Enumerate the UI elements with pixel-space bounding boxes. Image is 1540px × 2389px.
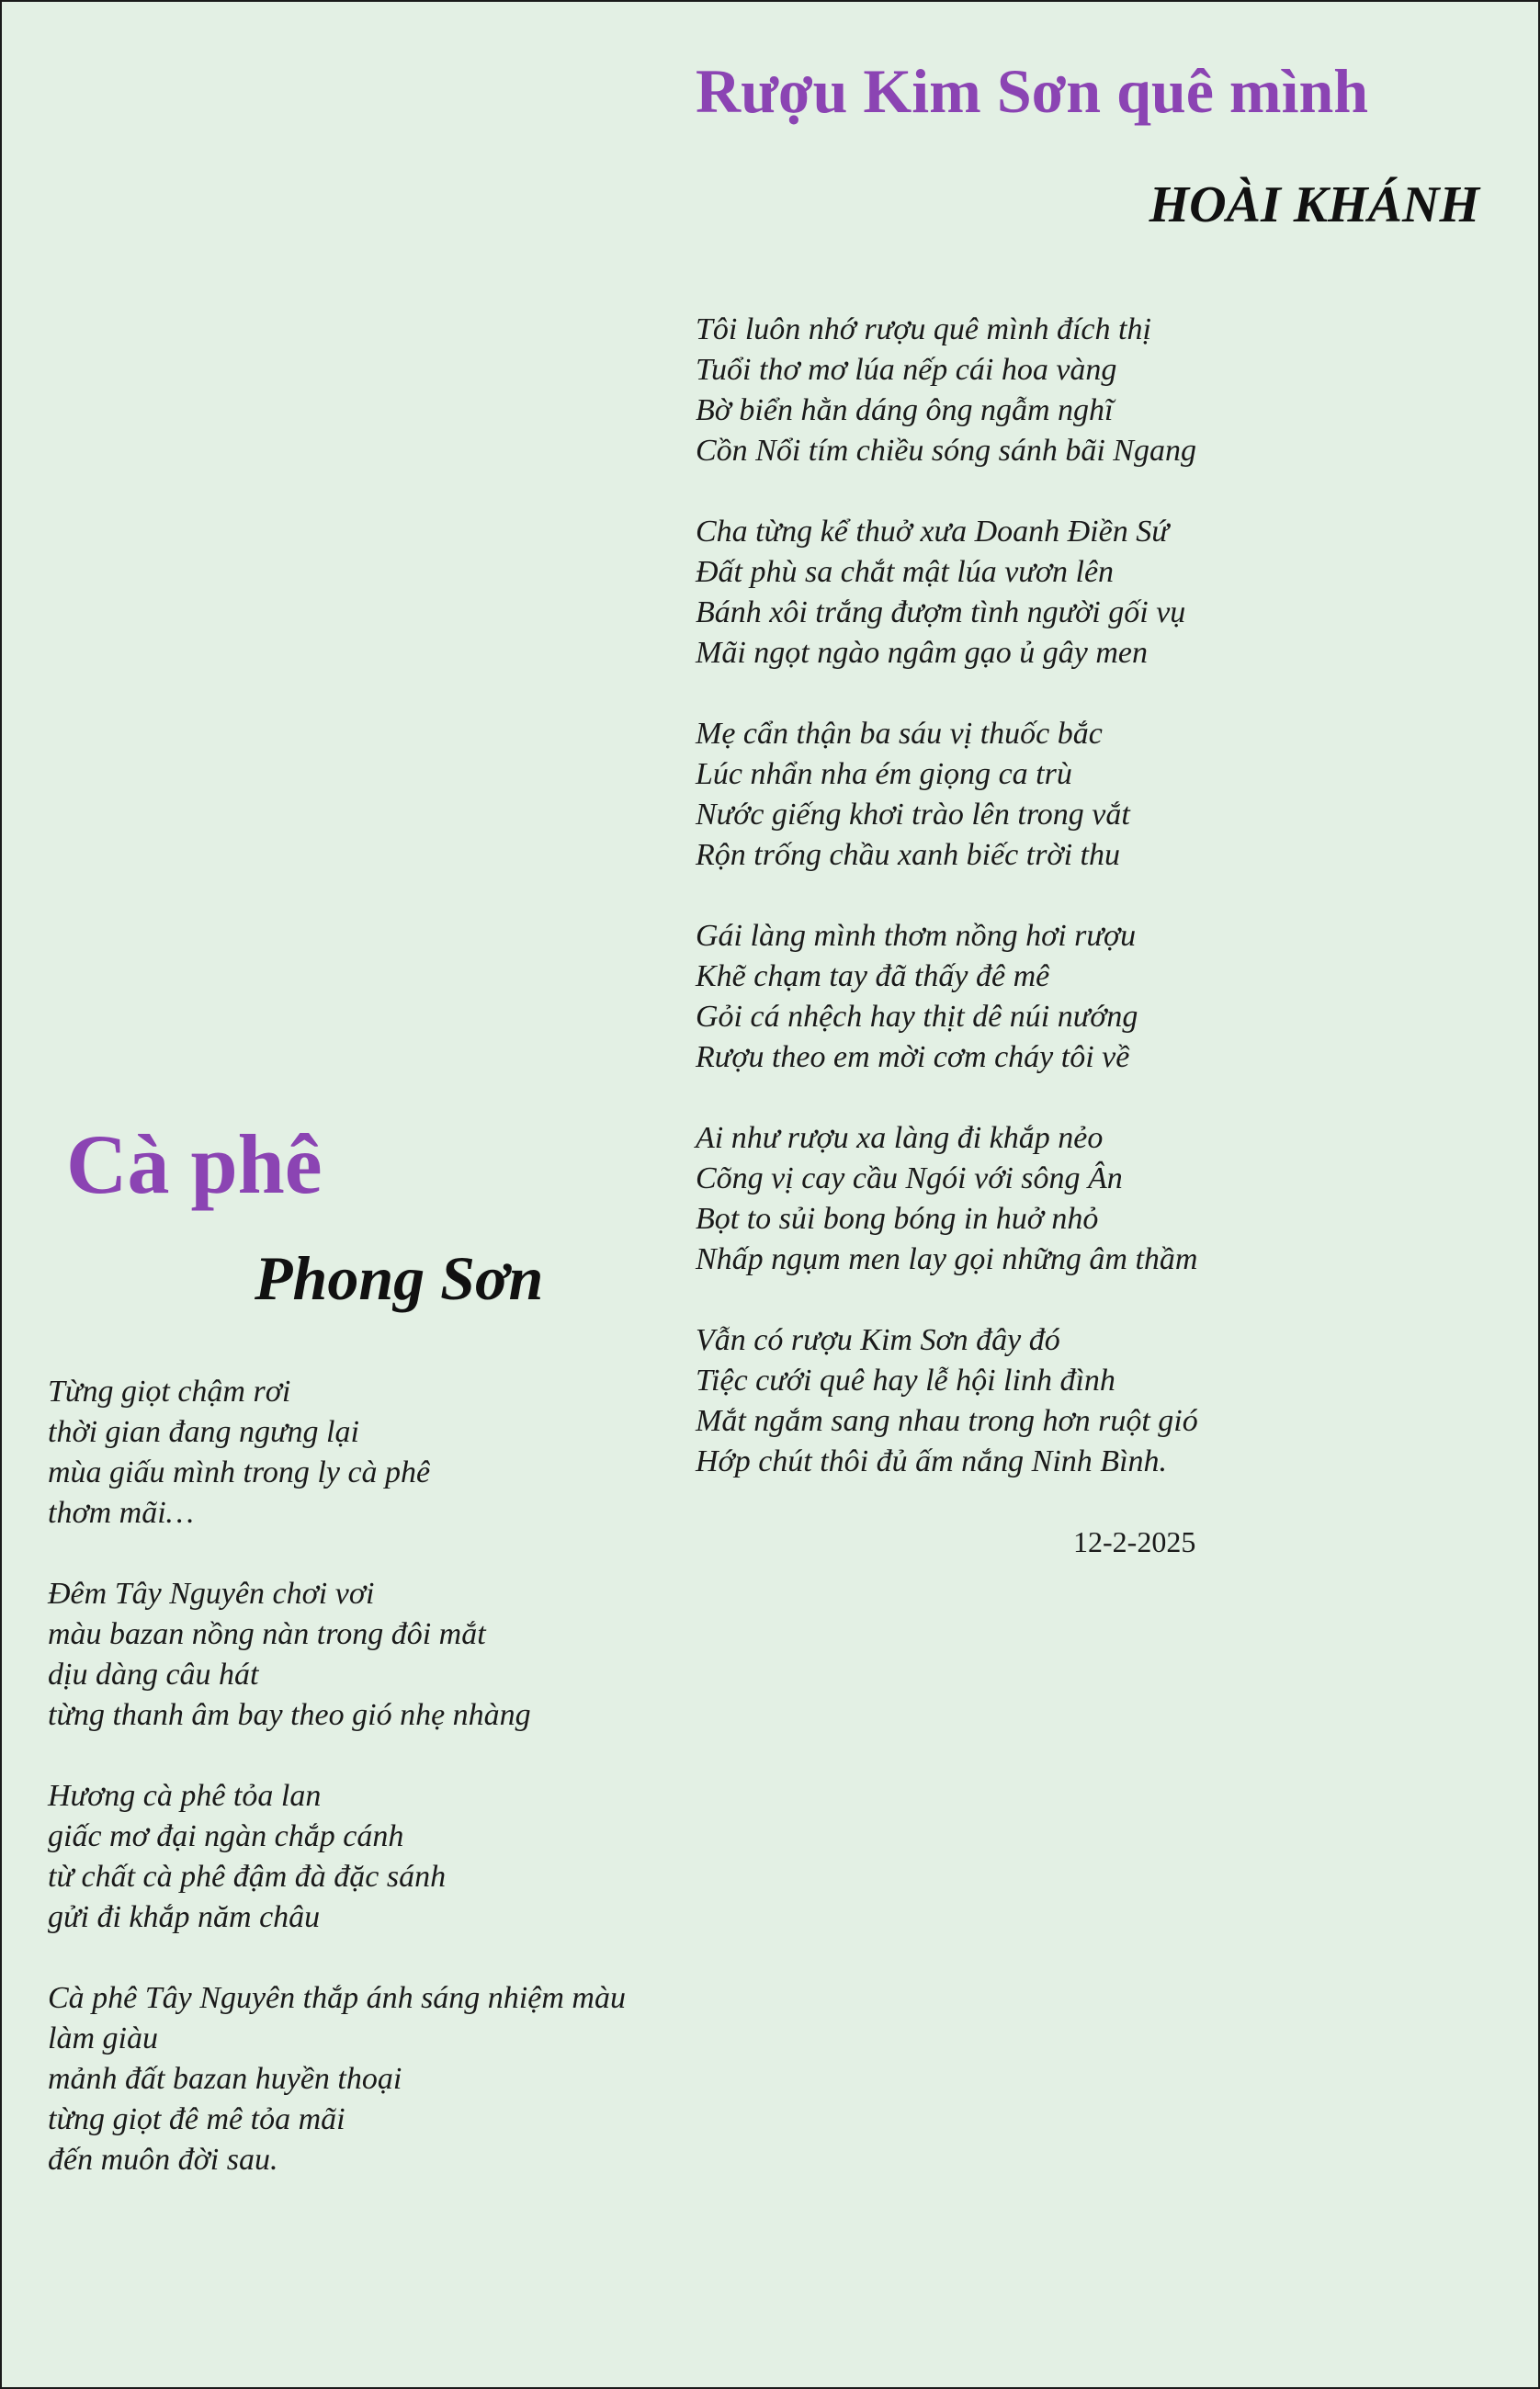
poem-line: Vẫn có rượu Kim Sơn đây đó — [696, 1323, 1060, 1357]
poem-line: từng thanh âm bay theo gió nhẹ nhàng — [48, 1698, 531, 1732]
poem-title-ruou-kim-son: Rượu Kim Sơn quê mình — [696, 56, 1369, 126]
poem-line: Bánh xôi trắng đượm tình người gối vụ — [696, 595, 1186, 629]
poem-line: Hương cà phê tỏa lan — [48, 1779, 322, 1813]
poem-line: Khẽ chạm tay đã thấy đê mê — [696, 959, 1050, 993]
poem-line: thơm mãi… — [48, 1496, 194, 1530]
poem-line: Gái làng mình thơm nồng hơi rượu — [696, 919, 1137, 953]
poem-line: gửi đi khắp năm châu — [48, 1900, 321, 1934]
poem-line: Nhấp ngụm men lay gọi những âm thầm — [696, 1242, 1198, 1276]
poem-body-ruou-kim-son — [696, 310, 1198, 1482]
poem-line: Từng giọt chậm rơi — [48, 1375, 291, 1409]
poem-author-hoai-khanh: HOÀI KHÁNH — [1149, 176, 1479, 233]
poem-line: Rượu theo em mời cơm cháy tôi về — [696, 1040, 1130, 1074]
poem-stanza — [696, 916, 1198, 1078]
poem-line: Nước giếng khơi trào lên trong vắt — [696, 798, 1130, 832]
poem-line: Tiệc cưới quê hay lễ hội linh đình — [696, 1364, 1115, 1398]
poem-line: từng giọt đê mê tỏa mãi — [48, 2102, 345, 2136]
poem-line: màu bazan nồng nàn trong đôi mắt — [48, 1617, 486, 1651]
poem-line: Mắt ngắm sang nhau trong hơn ruột gió — [696, 1404, 1198, 1438]
poem-title-ca-phe: Cà phê — [66, 1117, 323, 1211]
poem-stanza — [48, 1776, 626, 1938]
poem-line: Cà phê Tây Nguyên thắp ánh sáng nhiệm màu — [48, 1981, 626, 2015]
poem-line: Ai như rượu xa làng đi khắp nẻo — [696, 1121, 1104, 1155]
poem-stanza — [696, 1118, 1198, 1280]
poem-stanza — [48, 1978, 626, 2180]
poem-line: Mãi ngọt ngào ngâm gạo ủ gây men — [696, 636, 1149, 670]
poem-line: thời gian đang ngưng lại — [48, 1415, 359, 1449]
poem-line: Rộn trống chầu xanh biếc trời thu — [696, 838, 1120, 872]
poem-author-phong-son: Phong Sơn — [255, 1243, 544, 1313]
poem-line: mảnh đất bazan huyền thoại — [48, 2062, 402, 2096]
poem-line: Cõng vị cay cầu Ngói với sông Ân — [696, 1161, 1123, 1195]
poem-body-ca-phe — [48, 1372, 626, 2180]
poem-line: Cha từng kể thuở xưa Doanh Điền Sứ — [696, 515, 1169, 549]
poem-line: Tôi luôn nhớ rượu quê mình đích thị — [696, 312, 1151, 346]
poem-line: Mẹ cẩn thận ba sáu vị thuốc bắc — [696, 717, 1103, 751]
poem-line: Đêm Tây Nguyên chơi vơi — [48, 1577, 375, 1611]
poem-line: dịu dàng câu hát — [48, 1658, 259, 1692]
poem-line: Đất phù sa chắt mật lúa vươn lên — [696, 555, 1115, 589]
poem-line: Gỏi cá nhệch hay thịt dê núi nướng — [696, 1000, 1138, 1034]
poem-line: làm giàu — [48, 2021, 158, 2055]
poem-stanza — [696, 714, 1198, 876]
poem-stanza — [696, 512, 1198, 674]
poem-line: Hớp chút thôi đủ ấm nắng Ninh Bình. — [696, 1444, 1168, 1478]
poem-date: 12-2-2025 — [1073, 1525, 1196, 1558]
poem-stanza — [48, 1574, 626, 1736]
poem-stanza — [48, 1372, 626, 1534]
poem-line: mùa giấu mình trong ly cà phê — [48, 1455, 431, 1489]
poem-line: đến muôn đời sau. — [48, 2143, 278, 2177]
poem-line: giấc mơ đại ngàn chắp cánh — [48, 1819, 404, 1853]
poem-line: từ chất cà phê đậm đà đặc sánh — [48, 1860, 447, 1894]
poem-line: Bọt to sủi bong bóng in huở nhỏ — [696, 1202, 1099, 1236]
poem-stanza — [696, 310, 1198, 471]
poem-line: Lúc nhẩn nha ém giọng ca trù — [696, 757, 1072, 791]
poem-line: Tuổi thơ mơ lúa nếp cái hoa vàng — [696, 353, 1117, 387]
poem-line: Bờ biển hằn dáng ông ngẫm nghĩ — [696, 393, 1114, 427]
poem-stanza — [696, 1320, 1198, 1482]
poem-line: Cồn Nổi tím chiều sóng sánh bãi Ngang — [696, 434, 1196, 468]
